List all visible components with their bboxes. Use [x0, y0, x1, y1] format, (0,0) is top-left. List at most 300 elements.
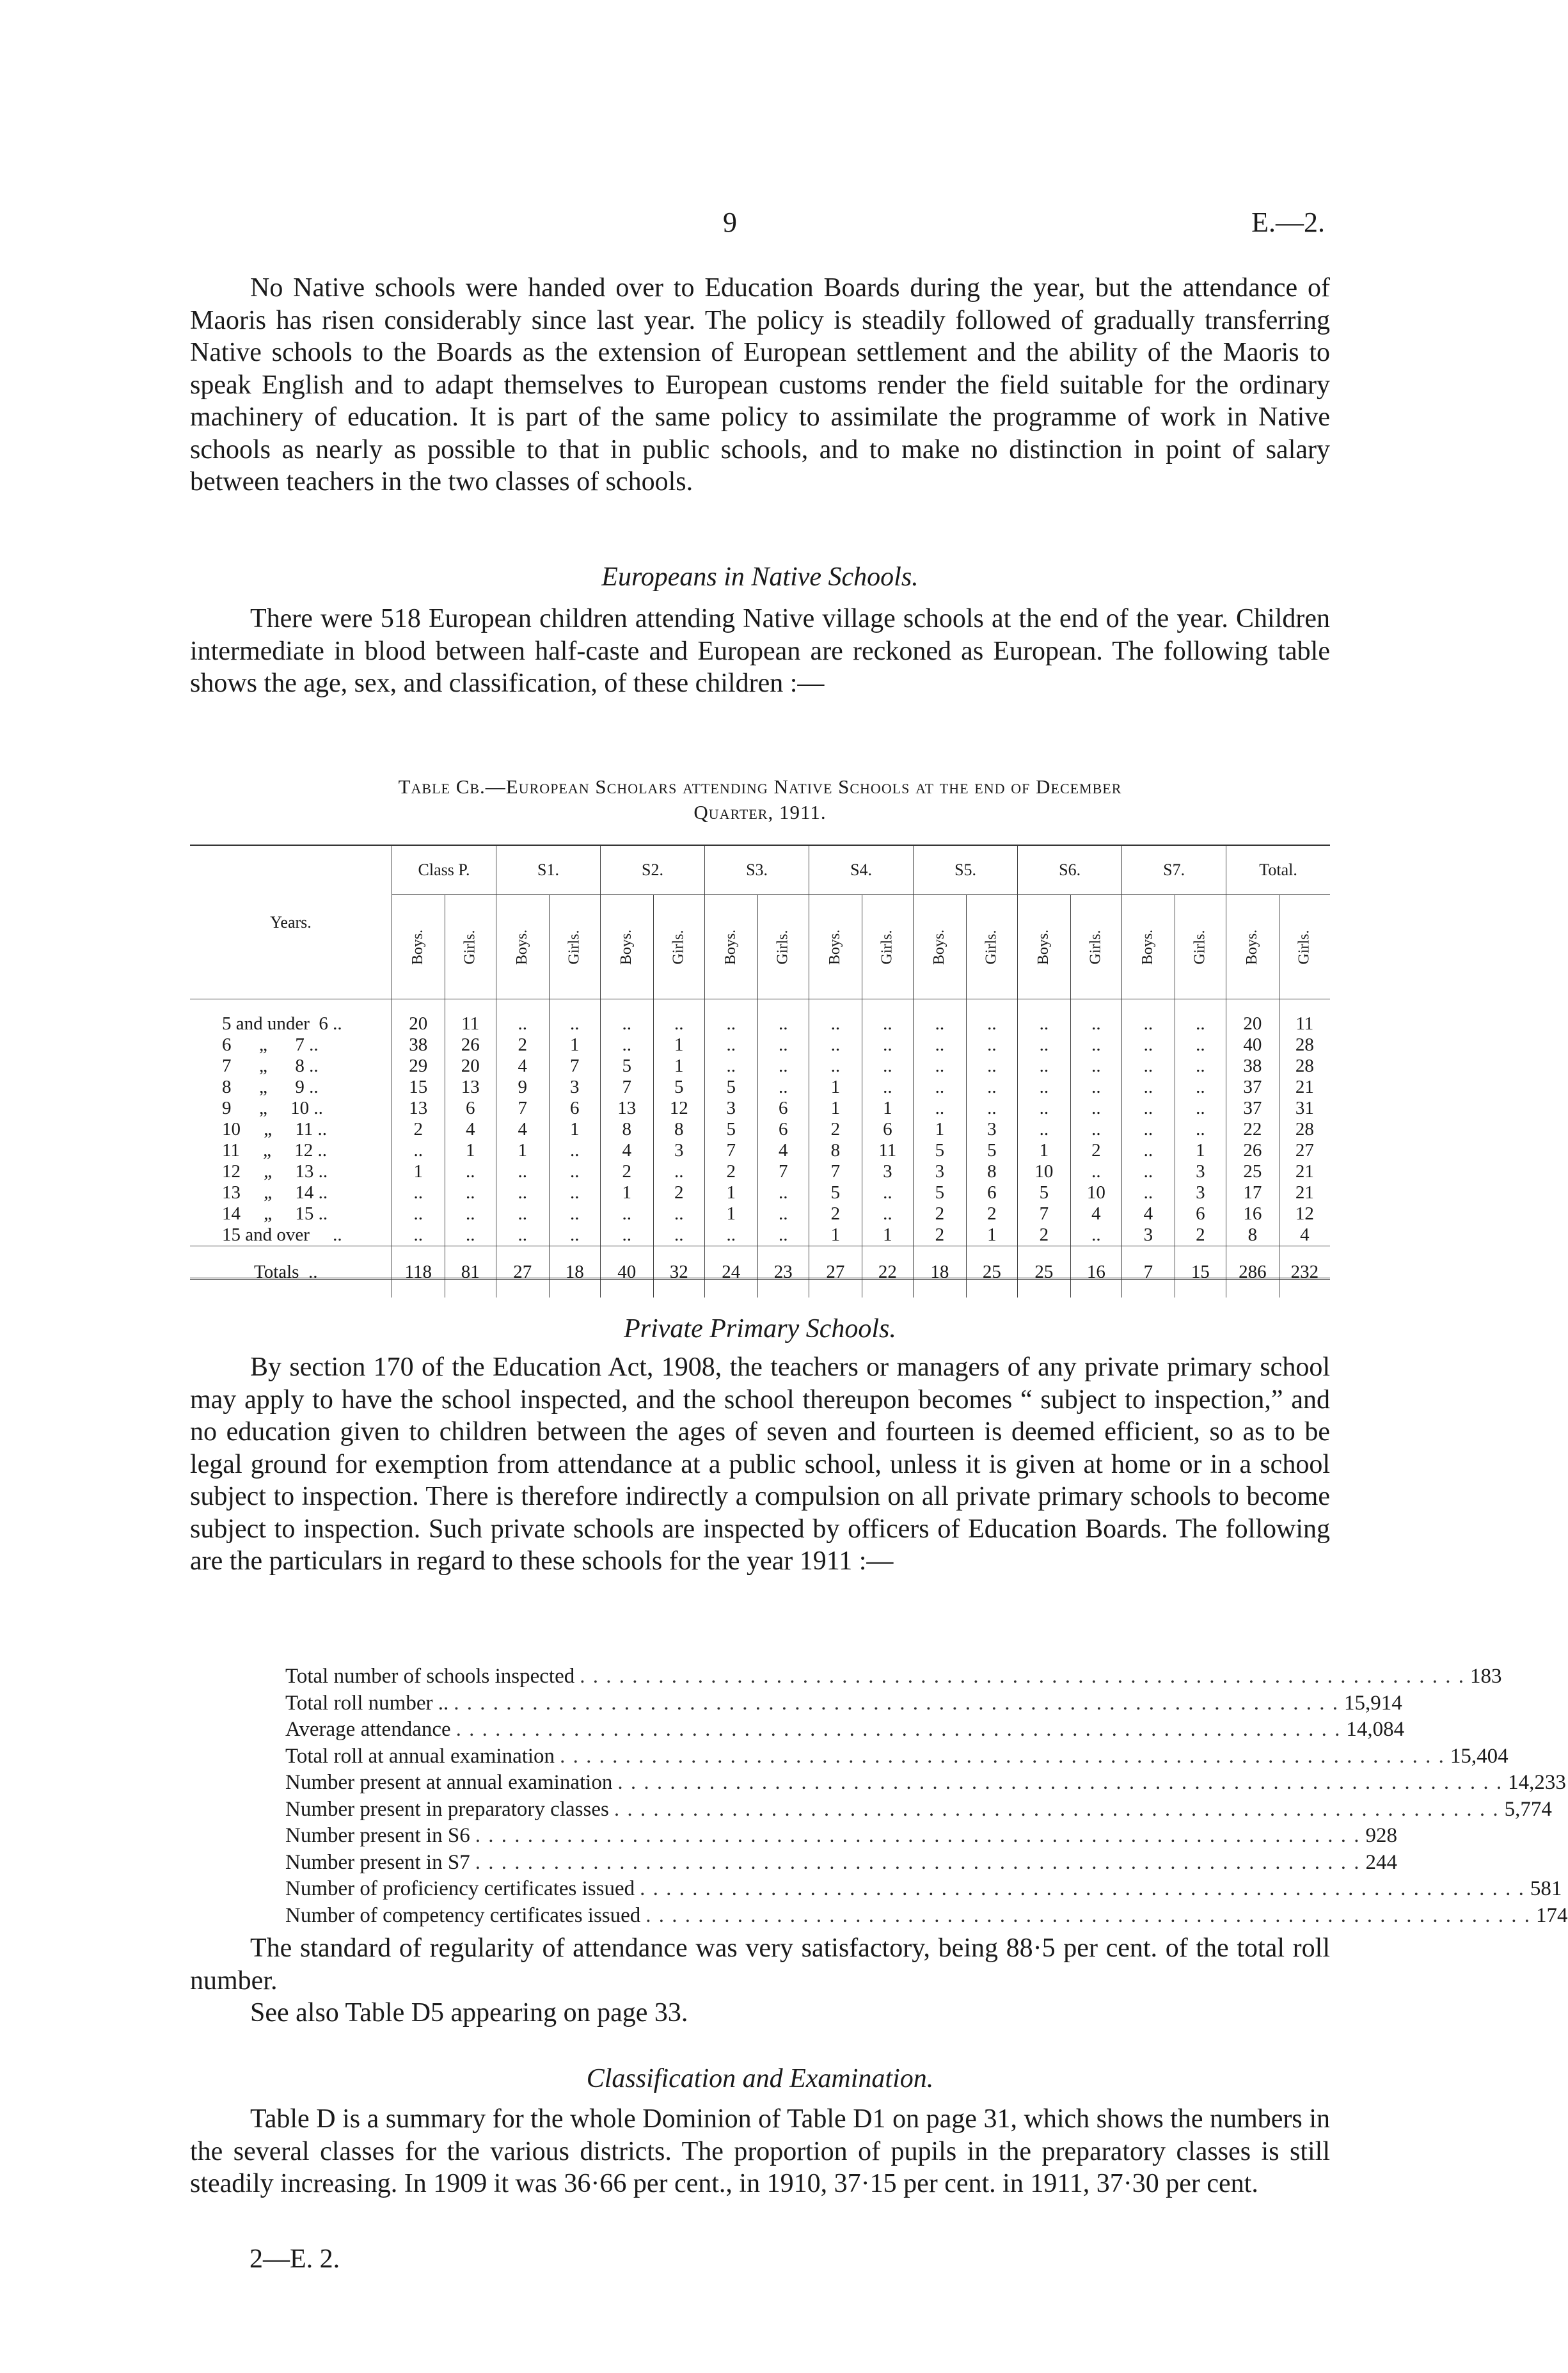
table-cell: .. [1122, 1056, 1175, 1077]
subheader-label: Girls. [1191, 930, 1208, 964]
table-cell: .. [496, 999, 550, 1035]
table-cell: .. [862, 1077, 914, 1098]
table-cell: .. [809, 1056, 862, 1077]
table-cell: 27 [1279, 1140, 1330, 1161]
table-cell: 3 [1175, 1161, 1226, 1182]
table-row [190, 1119, 1330, 1140]
stat-row [285, 1717, 1405, 1743]
stat-leader-dots: . . . . . . . . . . . . . . . . . . . . . . . . . . . . . . . . . . . . . . . . . . . . . . . . . . . . . . . . . . . . . . . . . . . . [617, 1771, 1503, 1794]
table-cell: 7 [809, 1161, 862, 1182]
page-reference: E.—2. [1251, 207, 1325, 238]
table-cell: 8 [966, 1161, 1018, 1182]
table-cell: .. [549, 1203, 601, 1225]
subheader-label: Boys. [618, 929, 635, 965]
table-cell: 3 [549, 1077, 601, 1098]
stat-value: 581 [1530, 1877, 1562, 1900]
subheader-s2-boys [601, 895, 654, 999]
table-cell: 3 [705, 1098, 758, 1119]
table-cell: 4 [757, 1140, 809, 1161]
subheader-s7-girls [1175, 895, 1226, 999]
table-cell: .. [1175, 1077, 1226, 1098]
table-cell: .. [862, 1182, 914, 1203]
table-cell: 25 [1226, 1161, 1279, 1182]
stat-value: 14,233 [1508, 1771, 1566, 1794]
table-cell: .. [862, 1203, 914, 1225]
table-cell: 40 [1226, 1035, 1279, 1056]
stat-value: 5,774 [1504, 1797, 1552, 1821]
table-cell: .. [1018, 999, 1071, 1035]
table-cell: 6 [966, 1182, 1018, 1203]
group-header-s2: S2. [601, 846, 705, 895]
subheader-label: Boys. [1244, 929, 1261, 965]
table-cell: 13 [601, 1098, 654, 1119]
subheader-label: Girls. [670, 930, 687, 964]
table-cell: 31 [1279, 1098, 1330, 1119]
stat-row [285, 1690, 1402, 1717]
table-cell: 21 [1279, 1077, 1330, 1098]
page-number: 9 [723, 207, 737, 238]
table-cell: 5 [914, 1140, 967, 1161]
table-cell: .. [653, 1161, 705, 1182]
table-row [190, 1161, 1330, 1182]
subheader-s6-girls [1070, 895, 1122, 999]
table-cell: 18 [914, 1246, 967, 1298]
table-cell: .. [1122, 1077, 1175, 1098]
table-cell: .. [1070, 1035, 1122, 1056]
table-cell: 26 [1226, 1140, 1279, 1161]
subheader-label: Boys. [409, 929, 427, 965]
table-cell: .. [914, 1056, 967, 1077]
table-cell: .. [1122, 1182, 1175, 1203]
table-cell: 27 [496, 1246, 550, 1298]
stat-row [285, 1876, 1562, 1903]
table-cell: .. [653, 999, 705, 1035]
subheader-s4-girls [862, 895, 914, 999]
subheader-total-boys [1226, 895, 1279, 999]
table-cell: 4 [1122, 1203, 1175, 1225]
table-cell: 26 [445, 1035, 496, 1056]
group-header-s5: S5. [914, 846, 1018, 895]
table-cell: 286 [1226, 1246, 1279, 1298]
table-cell: 16 [1070, 1246, 1122, 1298]
group-header-total: Total. [1226, 846, 1330, 895]
table-cell: 2 [1175, 1225, 1226, 1246]
table-cell: 1 [705, 1203, 758, 1225]
table-cell: 12 [653, 1098, 705, 1119]
table-cell: .. [966, 1035, 1018, 1056]
table-cell: .. [445, 1203, 496, 1225]
table-cell: 5 [809, 1182, 862, 1203]
classification-paragraph: Table D is a summary for the whole Dominion of Table D1 on page 31, which shows the numbers in the several classes for the various districts. The proportion of pupils in the preparatory classes is still steadily increasing. In 1909 it was 36·66 per cent., in 1910, 37·15 per cent. in 1911, 37·30 per cent. [190, 2104, 1330, 2198]
group-header-s4: S4. [809, 846, 914, 895]
table-cell: .. [1122, 1035, 1175, 1056]
stat-label: Number present at annual examination [285, 1771, 613, 1794]
group-header-s1: S1. [496, 846, 601, 895]
group-header-s6: S6. [1018, 846, 1122, 895]
subheader-label: Girls. [461, 930, 479, 964]
table-cell: 5 [914, 1182, 967, 1203]
table-cell: .. [549, 1161, 601, 1182]
row-years-label: 6 „ 7 .. [222, 1035, 319, 1055]
table-cell: .. [862, 1056, 914, 1077]
table-cell: .. [966, 1056, 1018, 1077]
stat-row [285, 1743, 1509, 1770]
private-paragraph-block [190, 1351, 1330, 1578]
row-years-label: 11 „ 12 .. [222, 1140, 328, 1161]
table-cell: .. [966, 999, 1018, 1035]
table-cell: 2 [809, 1119, 862, 1140]
table-cell: .. [1070, 1119, 1122, 1140]
table-cell: 8 [1226, 1225, 1279, 1246]
table-cell: .. [392, 1140, 445, 1161]
table-cell: .. [445, 1182, 496, 1203]
table-cell: 5 [601, 1056, 654, 1077]
footer-signature: 2—E. 2. [249, 2244, 340, 2274]
table-cell: 10 [1070, 1182, 1122, 1203]
subheader-total-girls [1279, 895, 1330, 999]
stat-label: Average attendance [285, 1718, 451, 1741]
heading-europeans: Europeans in Native Schools. [601, 562, 919, 592]
stat-leader-dots: . . . . . . . . . . . . . . . . . . . . . . . . . . . . . . . . . . . . . . . . . . . . . . . . . . . . . . . . . . . . . . . . . . . . [475, 1850, 1361, 1874]
table-cell: .. [445, 1225, 496, 1246]
table-cell: 37 [1226, 1098, 1279, 1119]
stat-leader-dots: . . . . . . . . . . . . . . . . . . . . . . . . . . . . . . . . . . . . . . . . . . . . . . . . . . . . . . . . . . . . . . . . . . . . [454, 1691, 1339, 1715]
intro-paragraph: No Native schools were handed over to Education Boards during the year, but the attendance of Maoris has risen considerably since last year. The policy is steadily followed of gradually transferring Native schools to the Boards as the extension of European settlement and the ability of the Maoris to speak English and to adapt themselves to European customs render the field suitable for the ordinary machinery of education. It is part of the same policy to assimilate the programme of work in Native schools as nearly as possible to that in public schools, and to make no distinction in point of salary between teachers in the two classes of schools. [190, 273, 1330, 496]
table-row [190, 999, 1330, 1035]
table-cell: 5 [653, 1077, 705, 1098]
subheader-s1-boys [496, 895, 550, 999]
row-years-label: 7 „ 8 .. [222, 1056, 319, 1076]
table-cell: 22 [862, 1246, 914, 1298]
table-cell: .. [392, 1225, 445, 1246]
stat-value: 174 [1536, 1903, 1568, 1927]
table-cell: 1 [1018, 1140, 1071, 1161]
table-cell: 118 [392, 1246, 445, 1298]
table-cell: 17 [1226, 1182, 1279, 1203]
subheader-s5-boys [914, 895, 967, 999]
table-cell: .. [757, 1203, 809, 1225]
table-cell: 28 [1279, 1035, 1330, 1056]
regularity-paragraph-block [190, 1932, 1330, 2029]
stat-label: Total number of schools inspected [285, 1665, 575, 1688]
table-cell: 1 [1175, 1140, 1226, 1161]
table-cell: 37 [1226, 1077, 1279, 1098]
table-cell: .. [862, 1035, 914, 1056]
table-cell: 21 [1279, 1161, 1330, 1182]
private-schools-stats [285, 1663, 1568, 1929]
table-cell: 1 [809, 1225, 862, 1246]
table-cell: 1 [653, 1056, 705, 1077]
table-cell: 2 [1018, 1225, 1071, 1246]
stat-leader-dots: . . . . . . . . . . . . . . . . . . . . . . . . . . . . . . . . . . . . . . . . . . . . . . . . . . . . . . . . . . . . . . . . . . . . [475, 1824, 1361, 1847]
table-cell: 6 [1175, 1203, 1226, 1225]
subheader-s4-boys [809, 895, 862, 999]
table-cell: .. [1070, 1161, 1122, 1182]
europeans-paragraph: There were 518 European children attending Native village schools at the end of the year. Children intermediate in blood between half-caste and European are reckoned as European. The following table shows the age, sex, and classification, of these children :— [190, 604, 1330, 698]
table-cell: .. [601, 1203, 654, 1225]
stat-value: 15,404 [1450, 1744, 1509, 1768]
table-cell: 10 [1018, 1161, 1071, 1182]
stat-row [285, 1850, 1397, 1877]
table-cell: 1 [601, 1182, 654, 1203]
heading-private: Private Primary Schools. [624, 1314, 896, 1344]
table-cell: 7 [496, 1098, 550, 1119]
table-cell: 4 [496, 1119, 550, 1140]
table-cell: .. [601, 999, 654, 1035]
table-cell: 3 [1122, 1225, 1175, 1246]
table-row [190, 1203, 1330, 1225]
subheader-label: Girls. [774, 930, 791, 964]
table-row [190, 1182, 1330, 1203]
heading-classification: Classification and Examination. [586, 2064, 934, 2093]
table-cell: 2 [496, 1035, 550, 1056]
stat-value: 244 [1365, 1850, 1397, 1874]
table-cell: 4 [1070, 1203, 1122, 1225]
table-cell: 81 [445, 1246, 496, 1298]
stat-label: Number present in preparatory classes [285, 1797, 609, 1821]
stat-leader-dots: . . . . . . . . . . . . . . . . . . . . . . . . . . . . . . . . . . . . . . . . . . . . . . . . . . . . . . . . . . . . . . . . . . . . [614, 1797, 1500, 1821]
table-cell: 7 [601, 1077, 654, 1098]
stat-row [285, 1797, 1552, 1823]
stat-value: 928 [1365, 1824, 1397, 1847]
table-cell: .. [705, 1035, 758, 1056]
scholars-table [190, 846, 1330, 1298]
table-cell: .. [549, 1225, 601, 1246]
table-cell: 1 [809, 1098, 862, 1119]
table-cell: .. [1070, 1098, 1122, 1119]
table-cell: 232 [1279, 1246, 1330, 1298]
table-cell: .. [757, 1056, 809, 1077]
table-cell: 20 [392, 999, 445, 1035]
table-cell: .. [653, 1203, 705, 1225]
table-cell: 13 [392, 1098, 445, 1119]
table-cell: .. [705, 999, 758, 1035]
table-cell: .. [1070, 1225, 1122, 1246]
table-cell: 7 [1122, 1246, 1175, 1298]
table-row [190, 1098, 1330, 1119]
table-cell: .. [1122, 1161, 1175, 1182]
subheader-label: Boys. [722, 929, 740, 965]
table-cell: 2 [914, 1203, 967, 1225]
table-cell: 2 [392, 1119, 445, 1140]
subheader-label: Boys. [931, 929, 948, 965]
stat-leader-dots: . . . . . . . . . . . . . . . . . . . . . . . . . . . . . . . . . . . . . . . . . . . . . . . . . . . . . . . . . . . . . . . . . . . . [640, 1877, 1525, 1900]
classification-paragraph-block [190, 2103, 1330, 2200]
table-cell: .. [653, 1225, 705, 1246]
table-cell: .. [496, 1225, 550, 1246]
table-cell: .. [1070, 1056, 1122, 1077]
table-cell: 20 [445, 1056, 496, 1077]
stat-label: Number present in S7 [285, 1850, 470, 1874]
table-caption-line-1: Table Cb.—European Scholars attending Native Schools at the end of December [398, 775, 1122, 798]
table-cell: 8 [601, 1119, 654, 1140]
table-cell: 28 [1279, 1119, 1330, 1140]
subheader-s2-girls [653, 895, 705, 999]
table-cell: .. [549, 999, 601, 1035]
row-years-label: 12 „ 13 .. [222, 1161, 328, 1182]
table-cell: .. [1175, 1056, 1226, 1077]
table-row [190, 1140, 1330, 1161]
table-cell: .. [601, 1035, 654, 1056]
table-cell: 25 [1018, 1246, 1071, 1298]
table-cell: 9 [496, 1077, 550, 1098]
table-cell: 1 [549, 1119, 601, 1140]
table-cell: 6 [862, 1119, 914, 1140]
table-cell: 21 [1279, 1182, 1330, 1203]
subheader-label: Girls. [566, 930, 583, 964]
table-cell: 5 [966, 1140, 1018, 1161]
stat-leader-dots: . . . . . . . . . . . . . . . . . . . . . . . . . . . . . . . . . . . . . . . . . . . . . . . . . . . . . . . . . . . . . . . . . . . . [645, 1903, 1532, 1927]
table-cell: .. [1175, 1119, 1226, 1140]
subheader-label: Boys. [1139, 929, 1157, 965]
table-cell: 4 [1279, 1225, 1330, 1246]
table-cell: .. [809, 999, 862, 1035]
group-header-s3: S3. [705, 846, 809, 895]
subheader-class-p-boys [392, 895, 445, 999]
stat-value: 183 [1470, 1665, 1502, 1688]
subheader-label: Boys. [514, 929, 531, 965]
table-bottom-rule [190, 1278, 1330, 1282]
table-cell: 7 [757, 1161, 809, 1182]
table-cell: .. [1122, 1098, 1175, 1119]
regularity-paragraph: The standard of regularity of attendance was very satisfactory, being 88·5 per cent. of the total roll number. [190, 1933, 1330, 1996]
group-header-class-p: Class P. [392, 846, 496, 895]
table-cell: 1 [705, 1182, 758, 1203]
table-caption-line-2: Quarter, 1911. [693, 801, 827, 823]
table-cell: 2 [601, 1161, 654, 1182]
intro-paragraph-block [190, 272, 1330, 498]
subheader-s3-girls [757, 895, 809, 999]
table-cell: 4 [496, 1056, 550, 1077]
table-cell: .. [445, 1161, 496, 1182]
subheader-s3-boys [705, 895, 758, 999]
row-years-label: 8 „ 9 .. [222, 1077, 319, 1097]
table-cell: 6 [757, 1119, 809, 1140]
table-cell: 12 [1279, 1203, 1330, 1225]
stat-row [285, 1823, 1397, 1850]
table-cell: 6 [757, 1098, 809, 1119]
table-cell: .. [1070, 1077, 1122, 1098]
table-cell: .. [757, 1182, 809, 1203]
table-cell: 16 [1226, 1203, 1279, 1225]
table-cell: 18 [549, 1246, 601, 1298]
table-cell: .. [757, 1225, 809, 1246]
subheader-label: Boys. [827, 929, 844, 965]
stat-leader-dots: . . . . . . . . . . . . . . . . . . . . . . . . . . . . . . . . . . . . . . . . . . . . . . . . . . . . . . . . . . . . . . . . . . . . [560, 1744, 1445, 1768]
table-cell: 3 [966, 1119, 1018, 1140]
table-cell: .. [601, 1225, 654, 1246]
stat-value: 15,914 [1343, 1691, 1402, 1715]
stat-label: Total roll at annual examination [285, 1744, 555, 1768]
table-cell: .. [496, 1203, 550, 1225]
table-cell: .. [1175, 1098, 1226, 1119]
table-cell: 32 [653, 1246, 705, 1298]
table-cell: 3 [1175, 1182, 1226, 1203]
table-cell: 3 [653, 1140, 705, 1161]
table-cell: 1 [862, 1225, 914, 1246]
table-body [190, 999, 1330, 1298]
stat-label: Number present in S6 [285, 1824, 470, 1847]
stat-leader-dots: . . . . . . . . . . . . . . . . . . . . . . . . . . . . . . . . . . . . . . . . . . . . . . . . . . . . . . . . . . . . . . . . . . . . [580, 1665, 1466, 1688]
subheader-s6-boys [1018, 895, 1071, 999]
table-cell: 11 [445, 999, 496, 1035]
table-cell: 4 [601, 1140, 654, 1161]
row-years-label: Totals .. [190, 1246, 392, 1298]
table-cell: 38 [392, 1035, 445, 1056]
subheader-label: Boys. [1035, 929, 1052, 965]
table-cell: .. [1175, 1035, 1226, 1056]
table-row [190, 1225, 1330, 1246]
row-years-label: 10 „ 11 .. [222, 1119, 328, 1139]
group-header-s7: S7. [1122, 846, 1226, 895]
table-cell: 3 [914, 1161, 967, 1182]
table-cell: 27 [809, 1246, 862, 1298]
table-cell: 2 [653, 1182, 705, 1203]
subheader-label: Girls. [1087, 930, 1104, 964]
subheader-s1-girls [549, 895, 601, 999]
table-cell: 15 [1175, 1246, 1226, 1298]
table-cell: .. [392, 1182, 445, 1203]
subheader-class-p-girls [445, 895, 496, 999]
table-cell: 6 [445, 1098, 496, 1119]
table-cell: .. [862, 999, 914, 1035]
stat-row [285, 1770, 1566, 1797]
table-cell: 20 [1226, 999, 1279, 1035]
table-row [190, 1035, 1330, 1056]
see-also-paragraph: See also Table D5 appearing on page 33. [250, 1998, 688, 2028]
table-cell: 15 [392, 1077, 445, 1098]
row-years-label: 13 „ 14 .. [222, 1182, 328, 1203]
subheader-label: Girls. [1295, 930, 1313, 964]
table-cell: 28 [1279, 1056, 1330, 1077]
stat-label: Number of competency certificates issued [285, 1903, 641, 1927]
subheader-label: Girls. [878, 930, 896, 964]
row-years-label: 15 and over .. [222, 1225, 342, 1245]
table-cell: 2 [914, 1225, 967, 1246]
table-cell: 11 [1279, 999, 1330, 1035]
subheader-s7-boys [1122, 895, 1175, 999]
table-cell: 1 [914, 1119, 967, 1140]
stat-label: Total roll number .. [285, 1691, 449, 1715]
table-cell: 5 [705, 1119, 758, 1140]
table-cell: 5 [1018, 1182, 1071, 1203]
europeans-paragraph-block [190, 603, 1330, 700]
table-cell: 38 [1226, 1056, 1279, 1077]
table-cell: 1 [496, 1140, 550, 1161]
years-header: Years. [190, 846, 392, 999]
totals-row [190, 1246, 1330, 1298]
table-cell: 6 [549, 1098, 601, 1119]
table-cell: 8 [653, 1119, 705, 1140]
table-cell: .. [1018, 1056, 1071, 1077]
table-cell: 23 [757, 1246, 809, 1298]
table-cell: 29 [392, 1056, 445, 1077]
stat-row [285, 1663, 1502, 1690]
table-cell: .. [757, 1035, 809, 1056]
stat-leader-dots: . . . . . . . . . . . . . . . . . . . . . . . . . . . . . . . . . . . . . . . . . . . . . . . . . . . . . . . . . . . . . . . . . . . . [455, 1718, 1342, 1741]
table-cell: .. [914, 1077, 967, 1098]
table-cell: .. [966, 1098, 1018, 1119]
table-cell: 1 [966, 1225, 1018, 1246]
table-cell: .. [1018, 1098, 1071, 1119]
table-cell: .. [757, 1077, 809, 1098]
table-cell: 1 [809, 1077, 862, 1098]
table-cell: 22 [1226, 1119, 1279, 1140]
table-row [190, 1077, 1330, 1098]
stat-label: Number of proficiency certificates issued [285, 1877, 635, 1900]
table-cell: 1 [392, 1161, 445, 1182]
table-cell: 3 [862, 1161, 914, 1182]
